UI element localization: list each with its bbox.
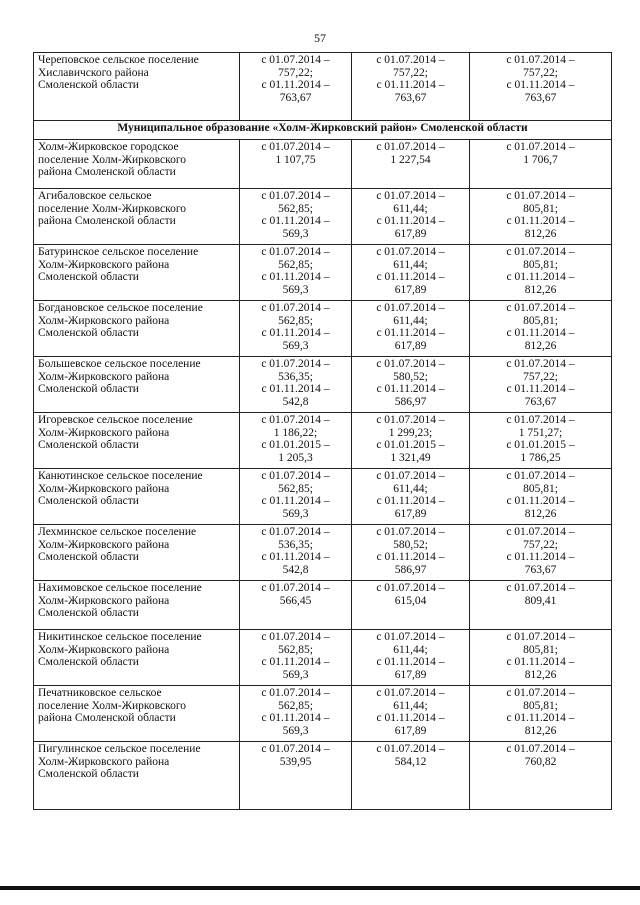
tariff-value-line: 763,67 <box>524 395 557 408</box>
tariff-value-line: с 01.07.2014 – <box>506 141 575 153</box>
tariff-col3-cell <box>470 357 612 413</box>
tariff-table-body <box>34 53 612 810</box>
tariff-value-line: 1 107,75 <box>275 153 316 166</box>
tariff-col3-cell <box>470 53 612 121</box>
tariff-value-line: 562,85; <box>278 643 313 656</box>
tariff-value-line: с 01.11.2014 – <box>261 656 330 669</box>
tariff-value-line: с 01.11.2014 – <box>506 79 575 92</box>
tariff-value-line: 536,35; <box>278 370 313 383</box>
settlement-name-line: Холм-Жирковского района <box>38 370 170 383</box>
tariff-value-line: с 01.11.2014 – <box>261 712 330 725</box>
tariff-value-line: 809,41 <box>524 594 557 607</box>
settlement-name-line: Смоленской области <box>38 495 139 508</box>
tariff-col3-cell <box>470 413 612 469</box>
tariff-value-line: 1 227,54 <box>390 153 431 166</box>
tariff-value-line: с 01.11.2014 – <box>376 383 445 396</box>
settlement-name-cell <box>34 630 240 686</box>
tariff-col1-cell <box>240 189 352 245</box>
settlement-name-line: поселение Холм-Жирковского <box>38 202 187 215</box>
settlement-name-line: Череповское сельское поселение <box>38 54 199 66</box>
settlement-name-cell <box>34 525 240 581</box>
tariff-value-line: 805,81; <box>523 699 558 712</box>
tariff-value-line: 757,22; <box>393 66 428 79</box>
tariff-value-line: 569,3 <box>282 668 309 681</box>
page-number: 57 <box>314 31 326 45</box>
tariff-value-line: с 01.07.2014 – <box>376 526 445 538</box>
tariff-value-line: с 01.11.2014 – <box>506 712 575 725</box>
tariff-value-line: с 01.11.2014 – <box>376 215 445 228</box>
tariff-value-line: 1 751,27; <box>518 426 563 439</box>
settlement-name-line: Богдановское сельское поселение <box>38 302 203 314</box>
tariff-value-line: с 01.11.2014 – <box>261 79 330 92</box>
settlement-name-cell <box>34 686 240 742</box>
tariff-col1-cell <box>240 525 352 581</box>
table-row <box>34 245 612 301</box>
tariff-value-line: с 01.07.2014 – <box>506 302 575 314</box>
settlement-name-line: Холм-Жирковского района <box>38 755 170 768</box>
settlement-name-line: Холм-Жирковского района <box>38 643 170 656</box>
tariff-col1-cell <box>240 686 352 742</box>
tariff-value-line: 586,97 <box>394 563 427 576</box>
tariff-table <box>33 52 612 810</box>
tariff-value-line: с 01.01.2015 – <box>261 439 330 452</box>
tariff-value-line: 1 321,49 <box>390 451 431 464</box>
tariff-value-line: 757,22; <box>523 538 558 551</box>
tariff-value-line: 580,52; <box>393 538 428 551</box>
tariff-value-line: с 01.07.2014 – <box>376 246 445 258</box>
table-row <box>34 469 612 525</box>
tariff-col2-cell <box>352 742 470 810</box>
tariff-value-line: с 01.11.2014 – <box>261 327 330 340</box>
tariff-value-line: с 01.11.2014 – <box>376 712 445 725</box>
tariff-value-line: 812,26 <box>524 724 557 737</box>
tariff-value-line: с 01.11.2014 – <box>261 271 330 284</box>
tariff-value-line: 569,3 <box>282 507 309 520</box>
tariff-value-line: с 01.11.2014 – <box>506 551 575 564</box>
tariff-value-line: 562,85; <box>278 258 313 271</box>
tariff-value-line: с 01.11.2014 – <box>506 656 575 669</box>
tariff-value-line: с 01.07.2014 – <box>261 687 330 699</box>
tariff-value-line: 1 786,25 <box>520 451 561 464</box>
tariff-col1-cell <box>240 469 352 525</box>
tariff-value-line: с 01.07.2014 – <box>376 687 445 699</box>
tariff-value-line: с 01.07.2014 – <box>376 190 445 202</box>
tariff-value-line: 569,3 <box>282 227 309 240</box>
tariff-col2-cell <box>352 140 470 189</box>
tariff-value-line: 812,26 <box>524 227 557 240</box>
settlement-name-line: Холм-Жирковского района <box>38 258 170 271</box>
tariff-col1-cell <box>240 301 352 357</box>
tariff-value-line: 763,67 <box>394 91 427 104</box>
tariff-value-line: с 01.07.2014 – <box>261 743 330 755</box>
tariff-value-line: 812,26 <box>524 507 557 520</box>
tariff-value-line: 757,22; <box>278 66 313 79</box>
tariff-value-line: 584,12 <box>394 755 427 768</box>
tariff-value-line: с 01.07.2014 – <box>506 358 575 370</box>
table-row <box>34 581 612 630</box>
tariff-col1-cell <box>240 581 352 630</box>
tariff-col2-cell <box>352 53 470 121</box>
tariff-value-line: 617,89 <box>394 339 427 352</box>
tariff-value-line: с 01.11.2014 – <box>506 215 575 228</box>
tariff-col3-cell <box>470 301 612 357</box>
section-title: Муниципальное образование «Холм-Жирковский район» Смоленской области <box>34 121 612 140</box>
tariff-value-line: с 01.11.2014 – <box>376 656 445 669</box>
settlement-name-line: Лехминское сельское поселение <box>38 526 197 538</box>
tariff-value-line: 763,67 <box>279 91 312 104</box>
table-row <box>34 742 612 810</box>
settlement-name-line: Канютинское сельское поселение <box>38 470 203 482</box>
tariff-value-line: с 01.11.2014 – <box>376 271 445 284</box>
table-row <box>34 525 612 581</box>
tariff-value-line: с 01.11.2014 – <box>506 383 575 396</box>
tariff-value-line: 611,44; <box>393 314 428 327</box>
settlement-name-line: Хиславичского района <box>38 66 149 79</box>
tariff-value-line: 617,89 <box>394 724 427 737</box>
tariff-value-line: с 01.11.2014 – <box>376 495 445 508</box>
tariff-value-line: с 01.07.2014 – <box>376 358 445 370</box>
settlement-name-line: района Смоленской области <box>38 215 176 228</box>
tariff-col3-cell <box>470 742 612 810</box>
settlement-name-line: Смоленской области <box>38 327 139 340</box>
tariff-col3-cell <box>470 581 612 630</box>
tariff-value-line: с 01.11.2014 – <box>261 495 330 508</box>
tariff-value-line: 1 205,3 <box>278 451 313 464</box>
tariff-value-line: 580,52; <box>393 370 428 383</box>
table-row <box>34 413 612 469</box>
tariff-value-line: с 01.07.2014 – <box>376 743 445 755</box>
settlement-name-line: Агибаловское сельское <box>38 190 152 202</box>
tariff-col3-cell <box>470 525 612 581</box>
tariff-value-line: с 01.07.2014 – <box>376 54 445 66</box>
table-row <box>34 686 612 742</box>
tariff-col2-cell <box>352 686 470 742</box>
tariff-value-line: 617,89 <box>394 507 427 520</box>
settlement-name-cell <box>34 140 240 189</box>
tariff-col3-cell <box>470 140 612 189</box>
tariff-value-line: с 01.07.2014 – <box>506 582 575 594</box>
tariff-value-line: 611,44; <box>393 643 428 656</box>
settlement-name-line: Смоленской области <box>38 656 139 669</box>
tariff-value-line: 760,82 <box>524 755 557 768</box>
tariff-value-line: с 01.01.2015 – <box>506 439 575 452</box>
settlement-name-line: района Смоленской области <box>38 166 176 179</box>
tariff-col2-cell <box>352 357 470 413</box>
tariff-value-line: 611,44; <box>393 202 428 215</box>
settlement-name-cell <box>34 301 240 357</box>
table-row <box>34 53 612 121</box>
tariff-col2-cell <box>352 581 470 630</box>
tariff-value-line: 1 186,22; <box>273 426 318 439</box>
settlement-name-line: Холм-Жирковского района <box>38 314 170 327</box>
settlement-name-line: Печатниковское сельское <box>38 687 162 699</box>
tariff-value-line: с 01.07.2014 – <box>261 246 330 258</box>
tariff-value-line: с 01.07.2014 – <box>376 302 445 314</box>
tariff-col1-cell <box>240 357 352 413</box>
tariff-value-line: с 01.11.2014 – <box>506 327 575 340</box>
table-row <box>34 301 612 357</box>
settlement-name-line: района Смоленской области <box>38 712 176 725</box>
tariff-value-line: с 01.07.2014 – <box>376 582 445 594</box>
tariff-col1-cell <box>240 413 352 469</box>
page-bottom-rule <box>0 886 640 890</box>
tariff-value-line: 569,3 <box>282 724 309 737</box>
settlement-name-line: Большевское сельское поселение <box>38 358 201 370</box>
tariff-col1-cell <box>240 245 352 301</box>
settlement-name-cell <box>34 581 240 630</box>
settlement-name-line: Никитинское сельское поселение <box>38 631 202 643</box>
table-row <box>34 630 612 686</box>
tariff-value-line: 805,81; <box>523 482 558 495</box>
tariff-value-line: 562,85; <box>278 202 313 215</box>
settlement-name-line: Холм-Жирковского района <box>38 482 170 495</box>
table-row <box>34 357 612 413</box>
settlement-name-line: Смоленской области <box>38 439 139 452</box>
settlement-name-cell <box>34 742 240 810</box>
tariff-value-line: 536,35; <box>278 538 313 551</box>
tariff-value-line: с 01.07.2014 – <box>261 54 330 66</box>
settlement-name-cell <box>34 245 240 301</box>
settlement-name-cell <box>34 413 240 469</box>
settlement-name-line: Смоленской области <box>38 383 139 396</box>
tariff-col3-cell <box>470 189 612 245</box>
tariff-col2-cell <box>352 525 470 581</box>
tariff-value-line: с 01.07.2014 – <box>506 54 575 66</box>
tariff-value-line: 805,81; <box>523 258 558 271</box>
tariff-col2-cell <box>352 301 470 357</box>
tariff-value-line: с 01.11.2014 – <box>261 551 330 564</box>
settlement-name-line: Холм-Жирковского района <box>38 538 170 551</box>
tariff-value-line: 586,97 <box>394 395 427 408</box>
tariff-value-line: с 01.07.2014 – <box>376 470 445 482</box>
settlement-name-line: поселение Холм-Жирковского <box>38 699 187 712</box>
tariff-value-line: 1 706,7 <box>523 153 558 166</box>
tariff-value-line: с 01.07.2014 – <box>506 631 575 643</box>
tariff-value-line: 615,04 <box>394 594 427 607</box>
tariff-value-line: 611,44; <box>393 699 428 712</box>
settlement-name-line: поселение Холм-Жирковского <box>38 153 187 166</box>
tariff-col3-cell <box>470 469 612 525</box>
settlement-name-line: Смоленской области <box>38 271 139 284</box>
table-row <box>34 189 612 245</box>
tariff-value-line: 763,67 <box>524 91 557 104</box>
tariff-value-line: с 01.07.2014 – <box>261 526 330 538</box>
tariff-value-line: с 01.07.2014 – <box>506 526 575 538</box>
tariff-value-line: 812,26 <box>524 339 557 352</box>
tariff-value-line: с 01.07.2014 – <box>506 190 575 202</box>
tariff-value-line: 812,26 <box>524 283 557 296</box>
tariff-value-line: 812,26 <box>524 668 557 681</box>
tariff-value-line: 763,67 <box>524 563 557 576</box>
tariff-col3-cell <box>470 630 612 686</box>
tariff-value-line: 562,85; <box>278 482 313 495</box>
tariff-value-line: с 01.07.2014 – <box>261 302 330 314</box>
tariff-value-line: с 01.01.2015 – <box>376 439 445 452</box>
tariff-value-line: 569,3 <box>282 283 309 296</box>
settlement-name-cell <box>34 357 240 413</box>
tariff-value-line: с 01.07.2014 – <box>376 414 445 426</box>
settlement-name-line: Холм-Жирковского района <box>38 594 170 607</box>
tariff-value-line: 566,45 <box>279 594 312 607</box>
tariff-col1-cell <box>240 140 352 189</box>
tariff-value-line: с 01.07.2014 – <box>376 631 445 643</box>
settlement-name-line: Смоленской области <box>38 551 139 564</box>
tariff-col2-cell <box>352 189 470 245</box>
tariff-col1-cell <box>240 53 352 121</box>
tariff-value-line: 562,85; <box>278 314 313 327</box>
tariff-value-line: 805,81; <box>523 643 558 656</box>
tariff-value-line: с 01.07.2014 – <box>261 631 330 643</box>
tariff-value-line: с 01.07.2014 – <box>506 743 575 755</box>
tariff-value-line: с 01.07.2014 – <box>261 190 330 202</box>
tariff-value-line: с 01.11.2014 – <box>506 271 575 284</box>
tariff-value-line: 757,22; <box>523 66 558 79</box>
tariff-value-line: 617,89 <box>394 227 427 240</box>
tariff-col3-cell <box>470 245 612 301</box>
settlement-name-line: Смоленской области <box>38 79 139 92</box>
settlement-name-line: Смоленской области <box>38 768 139 781</box>
tariff-value-line: 569,3 <box>282 339 309 352</box>
table-row <box>34 140 612 189</box>
tariff-value-line: с 01.11.2014 – <box>376 551 445 564</box>
tariff-value-line: с 01.07.2014 – <box>261 414 330 426</box>
tariff-value-line: с 01.07.2014 – <box>506 687 575 699</box>
tariff-value-line: с 01.07.2014 – <box>261 141 330 153</box>
tariff-value-line: 757,22; <box>523 370 558 383</box>
tariff-col1-cell <box>240 630 352 686</box>
settlement-name-line: Пигулинское сельское поселение <box>38 743 201 755</box>
tariff-value-line: с 01.07.2014 – <box>506 246 575 258</box>
tariff-col2-cell <box>352 630 470 686</box>
tariff-value-line: 542,8 <box>282 563 309 576</box>
tariff-value-line: с 01.11.2014 – <box>506 495 575 508</box>
settlement-name-line: Батуринское сельское поселение <box>38 246 199 258</box>
tariff-value-line: 542,8 <box>282 395 309 408</box>
tariff-value-line: с 01.07.2014 – <box>261 582 330 594</box>
section-header-row <box>34 121 612 140</box>
tariff-value-line: с 01.07.2014 – <box>261 470 330 482</box>
tariff-value-line: с 01.11.2014 – <box>261 215 330 228</box>
tariff-value-line: с 01.07.2014 – <box>261 358 330 370</box>
settlement-name-line: Холм-Жирковского района <box>38 426 170 439</box>
tariff-value-line: с 01.07.2014 – <box>506 470 575 482</box>
tariff-value-line: с 01.11.2014 – <box>261 383 330 396</box>
tariff-value-line: с 01.07.2014 – <box>506 414 575 426</box>
tariff-value-line: с 01.07.2014 – <box>376 141 445 153</box>
tariff-col2-cell <box>352 469 470 525</box>
tariff-value-line: 611,44; <box>393 482 428 495</box>
tariff-value-line: 562,85; <box>278 699 313 712</box>
tariff-value-line: 611,44; <box>393 258 428 271</box>
settlement-name-line: Смоленской области <box>38 607 139 620</box>
tariff-value-line: 617,89 <box>394 283 427 296</box>
settlement-name-cell <box>34 53 240 121</box>
tariff-col3-cell <box>470 686 612 742</box>
settlement-name-line: Игоревское сельское поселение <box>38 414 193 426</box>
tariff-value-line: 805,81; <box>523 202 558 215</box>
tariff-value-line: с 01.11.2014 – <box>376 79 445 92</box>
tariff-value-line: 805,81; <box>523 314 558 327</box>
tariff-col1-cell <box>240 742 352 810</box>
settlement-name-cell <box>34 469 240 525</box>
tariff-value-line: 617,89 <box>394 668 427 681</box>
tariff-col2-cell <box>352 413 470 469</box>
tariff-value-line: 1 299,23; <box>388 426 433 439</box>
tariff-value-line: 539,95 <box>279 755 312 768</box>
tariff-col2-cell <box>352 245 470 301</box>
tariff-value-line: с 01.11.2014 – <box>376 327 445 340</box>
settlement-name-line: Нахимовское сельское поселение <box>38 582 202 594</box>
settlement-name-cell <box>34 189 240 245</box>
settlement-name-line: Холм-Жирковское городское <box>38 141 179 153</box>
